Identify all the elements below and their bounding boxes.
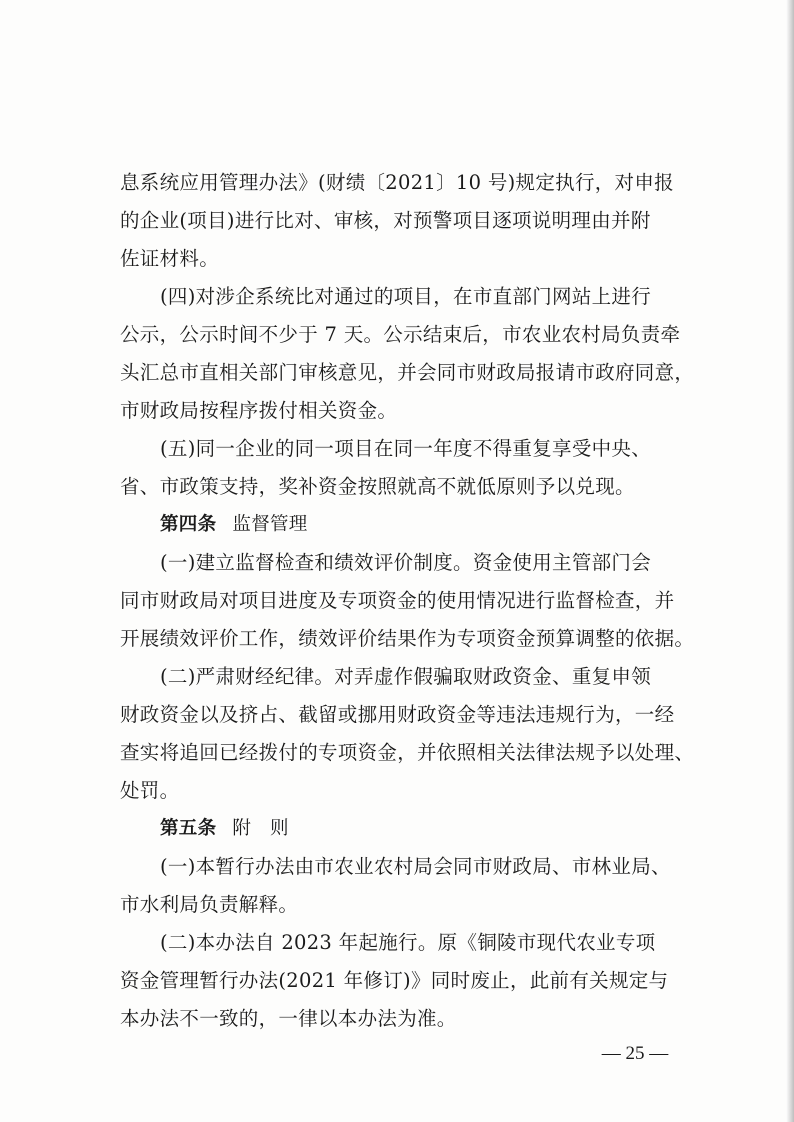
scan-edge-shadow [786, 0, 794, 1122]
text-line: 省、市政策支持，奖补资金按照就高不就低原则予以兑现。 [120, 475, 635, 498]
text-line: 息系统应用管理办法》(财绩〔2021〕10 号)规定执行，对申报 [120, 171, 674, 194]
article-title: 监督管理 [232, 514, 308, 535]
text-line: 开展绩效评价工作，绩效评价结果作为专项资金预算调整的依据。 [120, 627, 694, 650]
text-line: 处罚。 [120, 779, 180, 802]
page-number: — 25 — [601, 1043, 669, 1064]
text-line: 查实将追回已经拨付的专项资金，并依照相关法律法规予以处理、 [120, 741, 694, 764]
article-number: 第四条 [160, 514, 217, 535]
text-line: (一)建立监督检查和绩效评价制度。资金使用主管部门会 [160, 551, 652, 574]
text-line: (一)本暂行办法由市农业农村局会同市财政局、市林业局、 [160, 855, 671, 878]
text-line: 佐证材料。 [120, 247, 220, 270]
text-line: 市水利局负责解释。 [120, 893, 299, 916]
text-line: (二)严肃财经纪律。对弄虚作假骗取财政资金、重复申领 [160, 665, 652, 688]
text-line: 同市财政局对项目进度及专项资金的使用情况进行监督检查，并 [120, 589, 675, 612]
text-line: 资金管理暂行办法(2021 年修订)》同时废止，此前有关规定与 [120, 969, 669, 992]
article-heading [160, 510, 694, 540]
text-line: 公示，公示时间不少于 7 天。公示结束后，市农业农村局负责牵 [120, 323, 681, 346]
article-heading [160, 814, 694, 844]
article-title: 附 则 [232, 818, 289, 839]
text-line: 头汇总市直相关部门审核意见，并会同市财政局报请市政府同意， [120, 361, 694, 384]
text-line: 的企业(项目)进行比对、审核，对预警项目逐项说明理由并附 [120, 209, 651, 232]
text-line: 市财政局按程序拨付相关资金。 [120, 399, 398, 422]
text-line: (五)同一企业的同一项目在同一年度不得重复享受中央、 [160, 437, 652, 460]
text-line: (二)本办法自 2023 年起施行。原《铜陵市现代农业专项 [160, 931, 656, 954]
text-line: (四)对涉企系统比对通过的项目，在市直部门网站上进行 [160, 285, 652, 308]
text-line: 本办法不一致的，一律以本办法为准。 [120, 1007, 457, 1030]
article-number: 第五条 [160, 818, 217, 839]
text-line: 财政资金以及挤占、截留或挪用财政资金等违法违规行为，一经 [120, 703, 675, 726]
